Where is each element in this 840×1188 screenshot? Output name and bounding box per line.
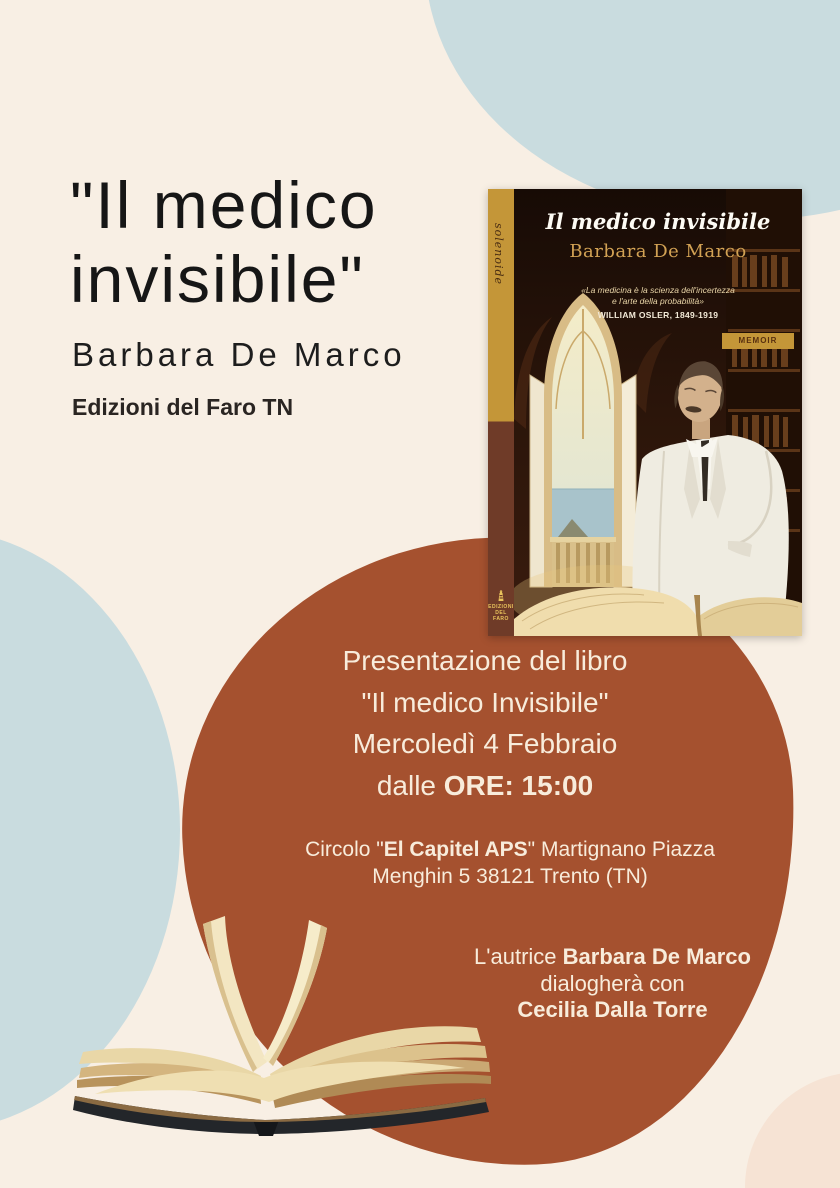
peach-circle-bottom-right (745, 1072, 840, 1188)
publisher-logo-line1: EDIZIONI (488, 604, 514, 610)
blue-blob-top-right (425, 0, 840, 220)
venue-details (300, 836, 720, 890)
cover-photo (514, 189, 802, 636)
publisher-logo (488, 590, 514, 622)
venue-name: El Capitel APS (383, 838, 528, 861)
cover-quote-attribution: WILLIAM OSLER, 1849-1919 (597, 310, 719, 320)
poster-title (70, 168, 378, 316)
event-time: ORE: 15:00 (443, 769, 594, 801)
speakers-interlocutor: Cecilia Dalla Torre (517, 997, 708, 1022)
lighthouse-icon (495, 590, 507, 602)
spine-series-label: solenoide (492, 223, 505, 286)
venue-line2: Menghin 5 38121 Trento (TN) (372, 865, 648, 888)
poster-publisher: Edizioni del Faro TN (72, 394, 294, 420)
cover-quote (514, 285, 802, 307)
event-time-prefix: dalle (376, 769, 444, 801)
event-line4 (290, 765, 680, 807)
event-details (290, 640, 680, 806)
cover-quote-line2: e l'arte della probabilità» (612, 296, 704, 306)
venue-prefix: Circolo " (305, 838, 384, 861)
open-book-photo (65, 912, 495, 1140)
genre-badge: MEMOIR (722, 333, 794, 349)
speakers-author: Barbara De Marco (562, 944, 751, 969)
poster-title-line2: invisibile" (70, 242, 365, 316)
cover-author: Barbara De Marco (569, 241, 747, 262)
event-line1: Presentazione del libro (342, 645, 628, 676)
book-spine (488, 189, 514, 636)
venue-suffix: " Martignano Piazza (527, 838, 715, 861)
venue-line1 (300, 836, 720, 863)
publisher-logo-line2: DEL FARO (493, 610, 509, 622)
poster-author: Barbara De Marco (72, 336, 406, 373)
event-line3: Mercoledì 4 Febbraio (352, 728, 618, 759)
cover-title: Il medico invisibile (545, 209, 771, 234)
speakers-line2: dialogherà con (540, 970, 685, 996)
poster-title-line1: "Il medico (70, 168, 378, 242)
event-line2: "Il medico Invisibile" (361, 686, 609, 718)
cover-quote-line1: «La medicina è la scienza dell'incertezza (581, 285, 735, 295)
book-cover-image (488, 189, 802, 636)
speakers-prefix: L'autrice (474, 944, 563, 969)
